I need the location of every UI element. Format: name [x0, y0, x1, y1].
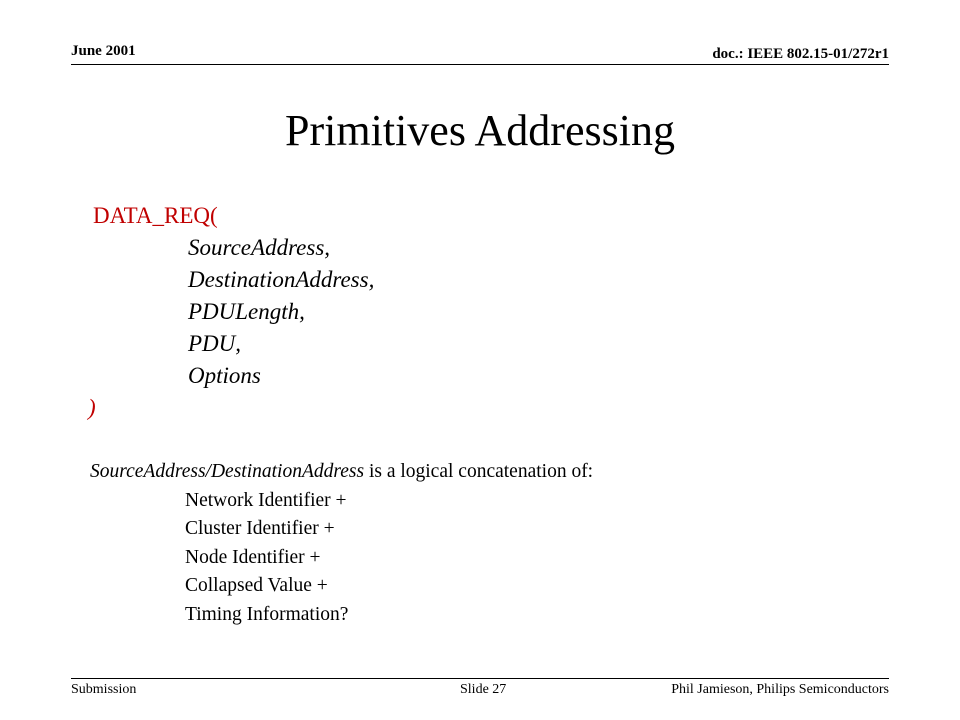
slide-title: Primitives Addressing	[285, 106, 675, 155]
primitive-close: )	[88, 395, 96, 420]
concatenation-item: Collapsed Value +	[185, 575, 328, 597]
footer-author: Phil Jamieson, Philips Semiconductors	[671, 682, 889, 697]
concatenation-item: Timing Information?	[185, 603, 349, 625]
concatenation-item: Network Identifier +	[185, 489, 347, 511]
address-concatenation	[90, 458, 593, 630]
primitive-param: SourceAddress,	[188, 235, 331, 260]
header-rule	[71, 64, 889, 65]
primitive-param: PDU,	[188, 331, 242, 356]
primitive-param: DestinationAddress,	[188, 267, 375, 292]
concatenation-item: Node Identifier +	[185, 546, 321, 568]
footer-slide-number: Slide 27	[460, 682, 507, 697]
concatenation-intro-rest: is a logical concatenation of:	[364, 461, 594, 482]
concatenation-intro-italic: SourceAddress/DestinationAddress	[90, 461, 365, 482]
footer-submission: Submission	[71, 682, 137, 697]
primitive-param: Options	[188, 363, 261, 388]
header-date: June 2001	[71, 43, 136, 59]
footer-rule	[71, 678, 889, 679]
header-doc-id: doc.: IEEE 802.15-01/272r1	[712, 46, 889, 62]
concatenation-item: Cluster Identifier +	[185, 518, 335, 540]
concatenation-intro	[90, 458, 593, 487]
primitive-signature	[88, 200, 374, 424]
primitive-param: PDULength,	[188, 299, 305, 324]
primitive-open: DATA_REQ(	[93, 203, 218, 228]
